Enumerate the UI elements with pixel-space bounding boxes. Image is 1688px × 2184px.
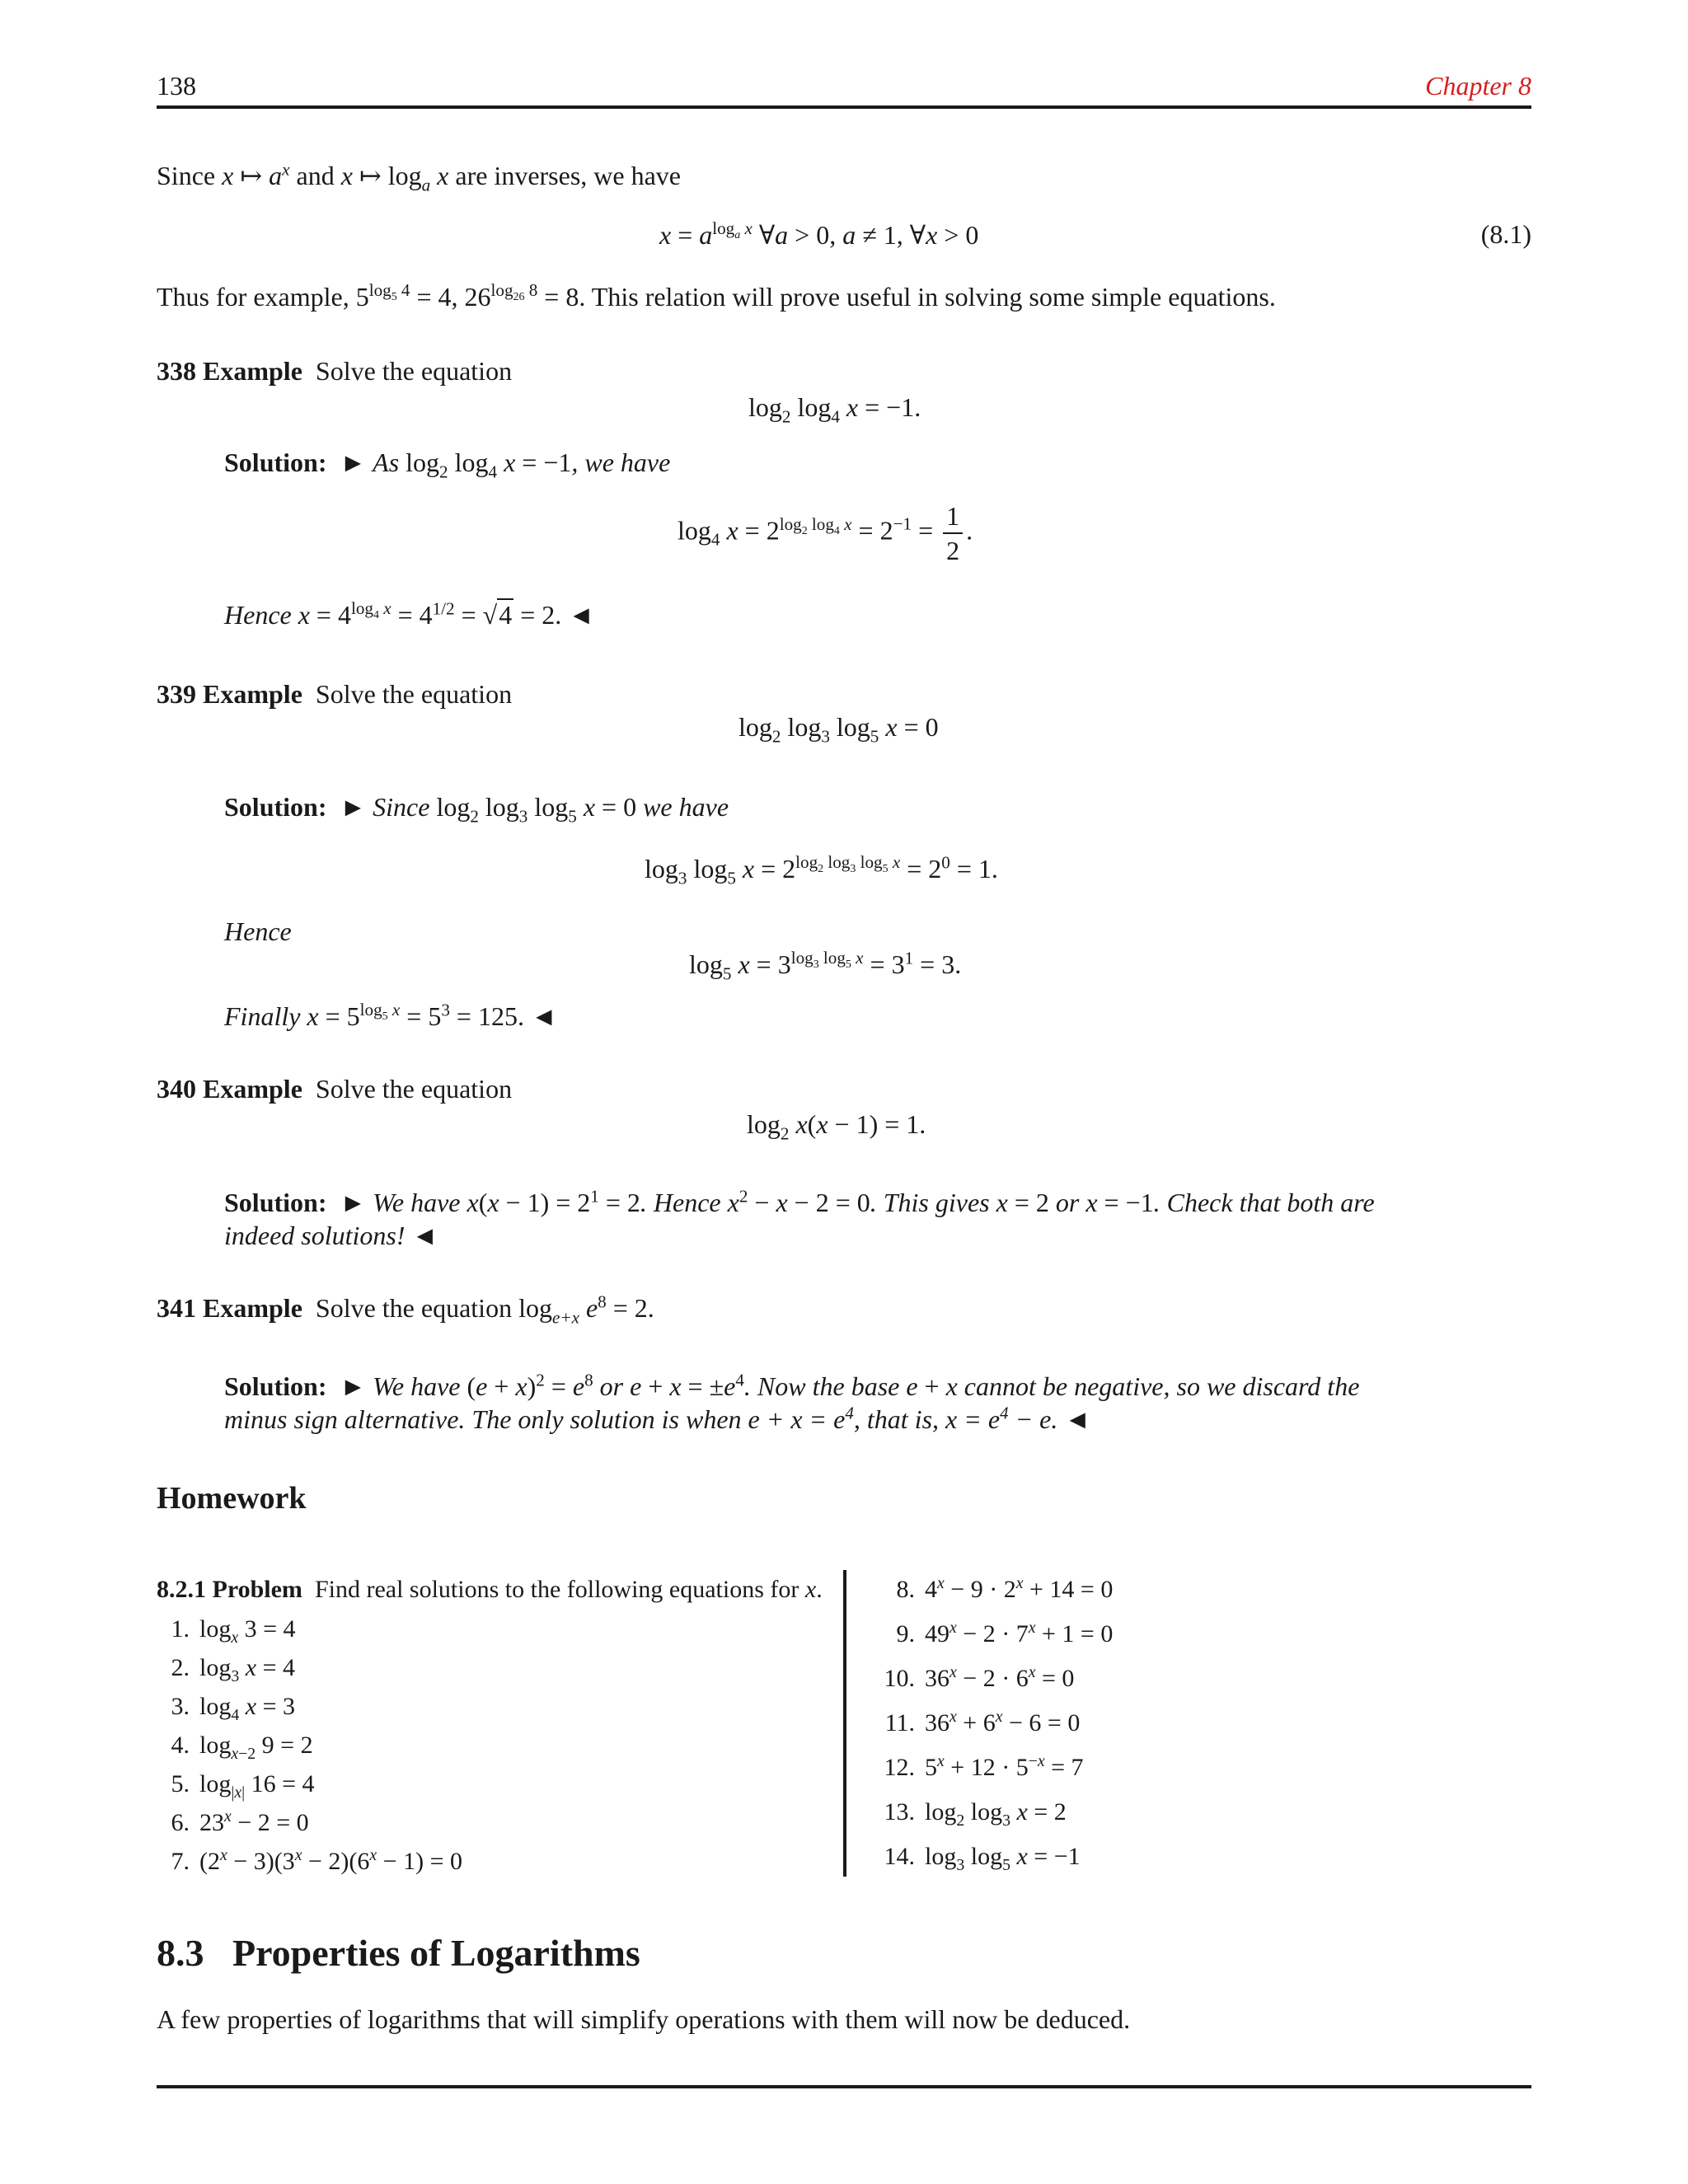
solution-338-lead: Solution: ► As $\log_2 \log_4 x = -1$, we have [224,448,671,482]
list-item: 9. $49^x - 2 \cdot 7^x + 1 = 0$ [896,1619,1114,1647]
list-item: 13. $\log_2 \log_3 x = 2$ [884,1798,1067,1830]
list-item: 5. $\log_{|x|} 16 = 4$ [171,1770,315,1802]
solution-339-lead: Solution: ► Since $\log_2 \log_3 \log_5 x = 0$ we have [224,792,729,827]
footer-rule [157,2085,1531,2088]
solution-341-line1: Solution: ► We have $(e + x)^2 = e^8$ or $e + x = \pm e^4$. Now the base e + x cannot be negative, so we discard the [224,1370,1360,1401]
list-item: 4. $\log_{x-2} 9 = 2$ [171,1732,313,1763]
column-divider [843,1570,846,1877]
list-item: 10. $36^x - 2 \cdot 6^x = 0$ [884,1663,1075,1692]
section-heading: 8.3 Properties of Logarithms [157,1932,640,1974]
solution-340-line1: Solution: ► We have $x(x - 1) = 2^1 = 2$. Hence $x^2 - x - 2 = 0$. This gives x = 2 or x = −1. Check that both are [224,1186,1375,1217]
equation-number: (8.1) [1480,219,1531,249]
section-intro: A few properties of logarithms that will simplify operations with them will now be deduced. [157,2004,1131,2034]
list-item: 1. $\log_x 3 = 4$ [171,1615,296,1647]
problem-statement: 8.2.1 Problem Find real solutions to the following equations for x. [157,1576,823,1603]
list-item: 6. $23^x - 2 = 0$ [171,1807,309,1836]
header-rule [157,105,1531,109]
equation-8-1: $x = a^{log_a x}$ ∀a > 0, a ≠ 1, ∀x > 0 [659,218,979,250]
solution-339-result: Finally $x = 5^{log_5 x} = 5^3 = 125$. ◄ [224,1000,557,1031]
solution-339-step2: $\log_5 x = 3^{log_3 log_5 x} = 3^1 = 3$. [689,948,962,984]
page-number: 138 [157,71,196,101]
list-item: 2. $\log_3 x = 4$ [171,1654,295,1685]
homework-heading: Homework [157,1481,307,1516]
list-item: 11. $36^x + 6^x - 6 = 0$ [884,1708,1081,1736]
list-item: 7. $(2^x - 3)(3^x - 2)(6^x - 1) = 0$ [171,1846,462,1875]
list-item: 12. $5^x + 12 \cdot 5^{-x} = 7$ [884,1752,1084,1781]
solution-338-result: Hence $x = 4^{log_4 x} = 4^{1/2} = √4 = 2$. ◄ [224,598,594,630]
list-item: 8. $4^x - 9 \cdot 2^x + 14 = 0$ [896,1574,1114,1603]
example-340-equation: $\log_2 x(x - 1) = 1$. [747,1109,926,1144]
solution-339-hence: Hence [224,916,292,946]
list-item: 3. $\log_4 x = 3$ [171,1693,295,1724]
example-341-heading: 341 Example Solve the equation $\log_{e+x} e^8 = 2$. [157,1291,654,1328]
chapter-label: Chapter 8 [1425,71,1531,101]
list-item: 14. $\log_3 \log_5 x = -1$ [884,1843,1081,1874]
solution-338-step: $\log_4 x = 2^{log_2 log_4 x} = 2^{-1}$ = $\frac{1}{2}$ . [678,501,973,565]
example-338-heading: 338 Example Solve the equation [157,356,513,386]
example-339-equation: $\log_2 \log_3 \log_5 x = 0$ [738,712,939,747]
intro-line: Since x ↦ $a^x$ and x ↦ $\log_a x$ are inverses, we have [157,159,681,195]
thus-line: Thus for example, $5^{log_5 4} = 4$, $26^{log_{26} 8} = 8$. This relation will prove useful in solving some simple equations. [157,280,1276,312]
example-338-equation: $\log_2 \log_4 x = -1$. [748,392,921,427]
example-340-heading: 340 Example Solve the equation [157,1074,513,1104]
solution-341-line2: minus sign alternative. The only solution is when $e + x = e^4$, that is, $x = e^4 - e$. ◄ [224,1403,1091,1434]
solution-339-step1: $\log_3 \log_5 x = 2^{log_2 log_3 log_5 x} = 2^0 = 1$. [645,852,998,888]
solution-340-line2: indeed solutions! ◄ [224,1221,438,1250]
example-339-heading: 339 Example Solve the equation [157,679,513,709]
